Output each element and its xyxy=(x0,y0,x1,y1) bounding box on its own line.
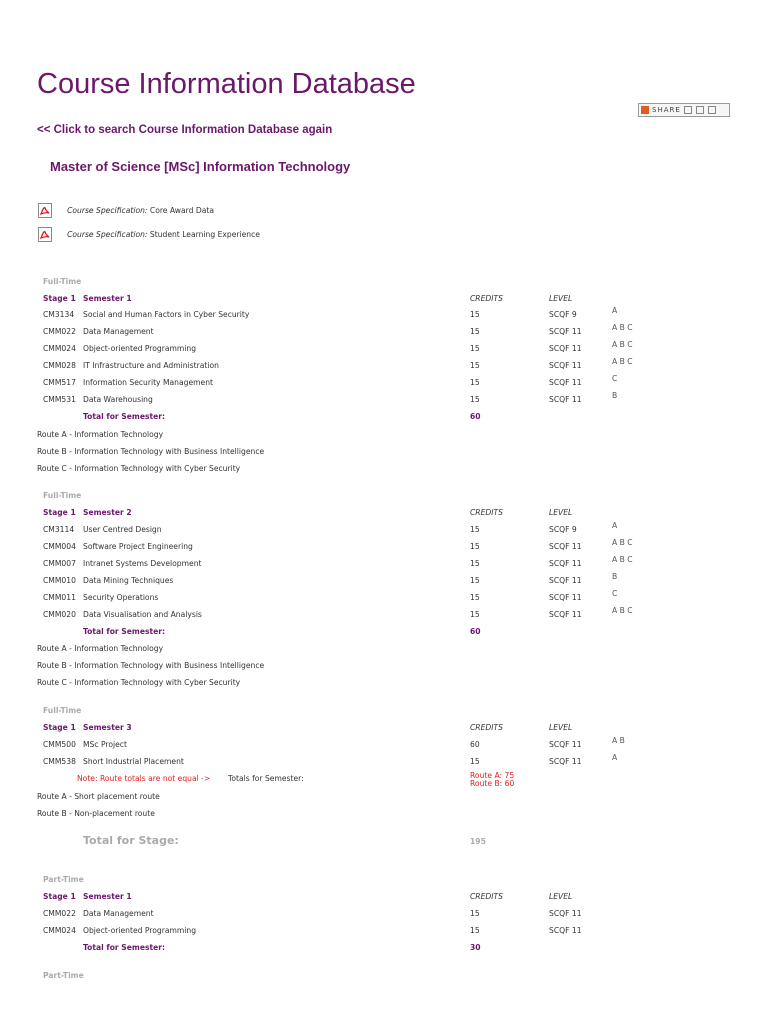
module-credits: 15 xyxy=(470,926,480,935)
module-routes: B xyxy=(612,391,618,400)
pdf-icon xyxy=(38,203,52,218)
module-code: CM3114 xyxy=(43,525,75,534)
spec-value: Student Learning Experience xyxy=(149,230,260,239)
spec-link-core-award[interactable] xyxy=(38,200,214,219)
module-name: Intranet Systems Development xyxy=(83,559,202,568)
module-routes: A xyxy=(612,521,618,530)
module-code: CMM028 xyxy=(43,361,76,370)
module-level: SCQF 11 xyxy=(549,757,582,766)
page-title: Course Information Database xyxy=(37,68,416,100)
level-header: LEVEL xyxy=(549,723,573,732)
module-level: SCQF 11 xyxy=(549,378,582,387)
module-credits: 15 xyxy=(470,576,480,585)
module-credits: 60 xyxy=(470,740,480,749)
stage-label: Stage 1 xyxy=(43,892,76,901)
module-level: SCQF 11 xyxy=(549,344,582,353)
share-label: SHARE xyxy=(652,106,681,114)
more-icon xyxy=(708,106,716,114)
mode-label: Part-Time xyxy=(43,971,84,980)
route-description: Route A - Information Technology xyxy=(37,644,164,653)
module-routes: A B C xyxy=(612,606,633,615)
route-total-a: Route A: 75 xyxy=(470,771,515,780)
module-code: CMM517 xyxy=(43,378,76,387)
stage-total-label: Total for Stage: xyxy=(83,834,179,847)
module-credits: 15 xyxy=(470,361,480,370)
route-note: Note: Route totals are not equal -> xyxy=(77,774,211,783)
pdf-icon xyxy=(38,227,52,242)
module-routes: A B C xyxy=(612,555,633,564)
module-name: IT Infrastructure and Administration xyxy=(83,361,219,370)
stage-total-value: 195 xyxy=(470,837,486,846)
share-icon xyxy=(641,106,649,114)
credits-header: CREDITS xyxy=(470,723,503,732)
level-header: LEVEL xyxy=(549,294,573,303)
module-routes: B xyxy=(612,572,618,581)
credits-header: CREDITS xyxy=(470,892,503,901)
module-level: SCQF 11 xyxy=(549,542,582,551)
semester-label: Semester 1 xyxy=(83,294,132,303)
module-name: Security Operations xyxy=(83,593,159,602)
module-name: Data Management xyxy=(83,909,154,918)
module-level: SCQF 11 xyxy=(549,559,582,568)
module-name: User Centred Design xyxy=(83,525,162,534)
module-code: CMM004 xyxy=(43,542,76,551)
module-credits: 15 xyxy=(470,327,480,336)
course-title: Master of Science [MSc] Information Technology xyxy=(50,159,351,174)
level-header: LEVEL xyxy=(549,892,573,901)
module-credits: 15 xyxy=(470,610,480,619)
route-description: Route B - Non-placement route xyxy=(37,809,155,818)
semester-total-label: Total for Semester: xyxy=(83,943,166,952)
semester-totals-label: Totals for Semester: xyxy=(228,774,304,783)
module-routes: A xyxy=(612,753,618,762)
bookmark-icon xyxy=(684,106,692,114)
module-name: Object-oriented Programming xyxy=(83,344,197,353)
module-credits: 15 xyxy=(470,559,480,568)
module-level: SCQF 11 xyxy=(549,361,582,370)
module-code: CMM011 xyxy=(43,593,76,602)
module-routes: C xyxy=(612,589,618,598)
semester-total-label: Total for Semester: xyxy=(83,627,166,636)
module-credits: 15 xyxy=(470,310,480,319)
route-description: Route B - Information Technology with Business Intelligence xyxy=(37,447,265,456)
module-code: CMM500 xyxy=(43,740,76,749)
semester-label: Semester 3 xyxy=(83,723,132,732)
module-code: CMM538 xyxy=(43,757,76,766)
module-credits: 15 xyxy=(470,378,480,387)
route-total-b: Route B: 60 xyxy=(470,779,515,788)
module-routes: A B C xyxy=(612,357,633,366)
module-level: SCQF 11 xyxy=(549,576,582,585)
module-level: SCQF 11 xyxy=(549,610,582,619)
module-credits: 15 xyxy=(470,757,480,766)
module-code: CMM024 xyxy=(43,926,76,935)
semester-total-value: 60 xyxy=(470,627,481,636)
module-code: CMM010 xyxy=(43,576,76,585)
spec-label: Course Specification: xyxy=(67,230,148,239)
mode-label: Full-Time xyxy=(43,491,82,500)
module-credits: 15 xyxy=(470,909,480,918)
credits-header: CREDITS xyxy=(470,294,503,303)
module-name: Object-oriented Programming xyxy=(83,926,197,935)
stage-label: Stage 1 xyxy=(43,723,76,732)
module-code: CMM007 xyxy=(43,559,76,568)
module-level: SCQF 11 xyxy=(549,926,582,935)
module-credits: 15 xyxy=(470,593,480,602)
module-name: Information Security Management xyxy=(83,378,213,387)
module-routes: A B C xyxy=(612,340,633,349)
share-button[interactable] xyxy=(638,103,730,117)
route-description: Route A - Information Technology xyxy=(37,430,164,439)
semester-total-label: Total for Semester: xyxy=(83,412,166,421)
semester-total-value: 60 xyxy=(470,412,481,421)
module-level: SCQF 11 xyxy=(549,740,582,749)
semester-label: Semester 1 xyxy=(83,892,132,901)
module-name: Data Visualisation and Analysis xyxy=(83,610,202,619)
mode-label: Full-Time xyxy=(43,706,82,715)
module-name: Software Project Engineering xyxy=(83,542,193,551)
module-name: MSc Project xyxy=(83,740,127,749)
mode-label: Full-Time xyxy=(43,277,82,286)
module-name: Data Management xyxy=(83,327,154,336)
route-description: Route B - Information Technology with Business Intelligence xyxy=(37,661,265,670)
route-description: Route C - Information Technology with Cyber Security xyxy=(37,464,241,473)
module-code: CMM024 xyxy=(43,344,76,353)
module-routes: A B xyxy=(612,736,625,745)
module-level: SCQF 11 xyxy=(549,909,582,918)
credits-header: CREDITS xyxy=(470,508,503,517)
module-code: CMM022 xyxy=(43,327,76,336)
level-header: LEVEL xyxy=(549,508,573,517)
module-name: Data Mining Techniques xyxy=(83,576,174,585)
module-routes: C xyxy=(612,374,618,383)
spec-value: Core Award Data xyxy=(149,206,214,215)
email-icon xyxy=(696,106,704,114)
module-routes: A B C xyxy=(612,323,633,332)
module-level: SCQF 11 xyxy=(549,593,582,602)
stage-label: Stage 1 xyxy=(43,294,76,303)
semester-total-value: 30 xyxy=(470,943,481,952)
module-credits: 15 xyxy=(470,542,480,551)
module-level: SCQF 11 xyxy=(549,327,582,336)
module-name: Social and Human Factors in Cyber Security xyxy=(83,310,250,319)
route-description: Route A - Short placement route xyxy=(37,792,160,801)
module-code: CMM531 xyxy=(43,395,76,404)
spec-link-student-experience[interactable] xyxy=(38,224,260,243)
module-name: Data Warehousing xyxy=(83,395,153,404)
stage-label: Stage 1 xyxy=(43,508,76,517)
module-level: SCQF 11 xyxy=(549,395,582,404)
mode-label: Part-Time xyxy=(43,875,84,884)
module-routes: A B C xyxy=(612,538,633,547)
spec-label: Course Specification: xyxy=(67,206,148,215)
module-routes: A xyxy=(612,306,618,315)
search-again-link[interactable]: << Click to search Course Information Database again xyxy=(37,124,333,136)
module-code: CMM022 xyxy=(43,909,76,918)
semester-label: Semester 2 xyxy=(83,508,132,517)
module-name: Short Industrial Placement xyxy=(83,757,184,766)
module-code: CMM020 xyxy=(43,610,76,619)
module-credits: 15 xyxy=(470,525,480,534)
module-credits: 15 xyxy=(470,344,480,353)
module-code: CM3134 xyxy=(43,310,75,319)
module-level: SCQF 9 xyxy=(549,310,577,319)
route-description: Route C - Information Technology with Cyber Security xyxy=(37,678,241,687)
module-level: SCQF 9 xyxy=(549,525,577,534)
module-credits: 15 xyxy=(470,395,480,404)
